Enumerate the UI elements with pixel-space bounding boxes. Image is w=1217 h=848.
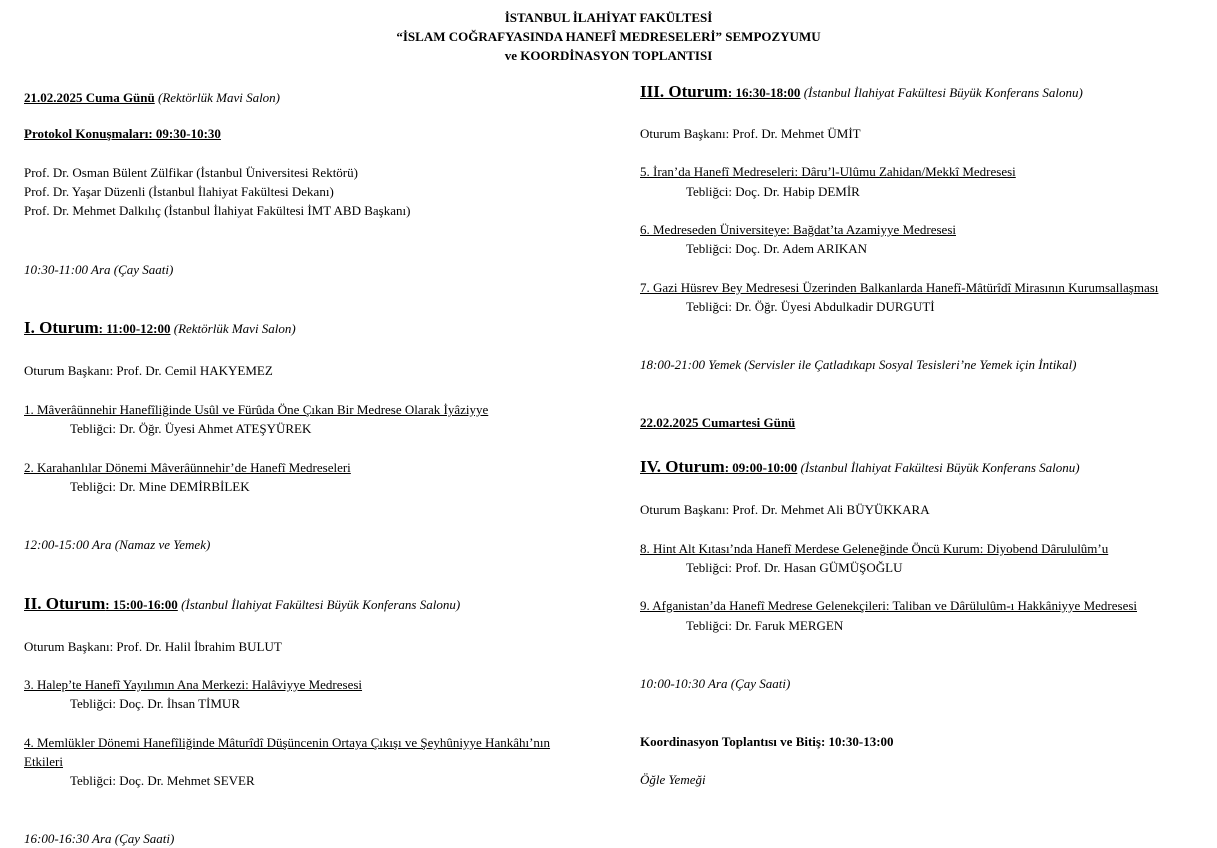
session-2-chair: Oturum Başkanı: Prof. Dr. Halil İbrahim BULUT (24, 639, 282, 654)
protocol-speaker: Prof. Dr. Yaşar Düzenli (İstanbul İlahiyat Fakültesi Dekanı) (24, 184, 334, 199)
dinner-note: 18:00-21:00 Yemek (Servisler ile Çatladıkapı Sosyal Tesisleri’ne Yemek için İntikal) (640, 357, 1077, 372)
paper-8-title: 8. Hint Alt Kıtası’nda Hanefî Merdese Geleneğinde Öncü Kurum: Diyobend Dârululûm’u (640, 541, 1109, 556)
paper-7-title: 7. Gazi Hüsrev Bey Medresesi Üzerinden Balkanlarda Hanefî-Mâtürîdî Mirasının Kurumsallaşması (640, 280, 1159, 295)
protocol-title: Protokol Konuşmaları: 09:30-10:30 (24, 126, 221, 141)
meeting-title: ve KOORDİNASYON TOPLANTISI (504, 48, 713, 63)
symposium-title: “İSLAM COĞRAFYASINDA HANEFÎ MEDRESELERİ” SEMPOZYUMU (396, 29, 821, 44)
session-1-venue: (Rektörlük Mavi Salon) (173, 321, 296, 336)
session-4-heading (640, 457, 1080, 477)
paper-9-title: 9. Afganistan’da Hanefî Medrese Gelenekçileri: Taliban ve Dârülulûm-ı Hakkâniyye Medresesi (640, 598, 1138, 613)
session-1-time: : 11:00-12:00 (98, 321, 171, 336)
break-lunch: 12:00-15:00 Ara (Namaz ve Yemek) (24, 537, 211, 552)
paper-6-title: 6. Medreseden Üniversiteye: Bağdat’ta Azamiyye Medresesi (640, 222, 956, 237)
paper-4-title: 4. Memlükler Dönemi Hanefîliğinde Mâturîdî Düşüncenin Ortaya Çıkışı ve Şeyhûniyye Hankâhı’nın (24, 735, 551, 750)
break-tea-1: 10:30-11:00 Ara (Çay Saati) (24, 262, 174, 277)
session-4-chair: Oturum Başkanı: Prof. Dr. Mehmet Ali BÜYÜKKARA (640, 502, 930, 517)
document-header (0, 8, 1217, 65)
protocol-speaker: Prof. Dr. Osman Bülent Zülfikar (İstanbul Üniversitesi Rektörü) (24, 165, 358, 180)
day2-date: 22.02.2025 Cumartesi Günü (640, 415, 796, 430)
session-3-label: III. Oturum (640, 82, 728, 101)
closing-meeting: Koordinasyon Toplantısı ve Bitiş: 10:30-13:00 (640, 734, 894, 749)
faculty-title: İSTANBUL İLAHİYAT FAKÜLTESİ (504, 10, 713, 25)
paper-5-speaker: Tebliğci: Doç. Dr. Habip DEMİR (686, 184, 860, 199)
session-3-time: : 16:30-18:00 (727, 85, 801, 100)
session-2-time: : 15:00-16:00 (105, 597, 178, 612)
paper-1-title: 1. Mâverâünnehir Hanefîliğinde Usûl ve Fürûda Öne Çıkan Bir Medrese Olarak İyâziyye (24, 402, 489, 417)
paper-2-title: 2. Karahanlılar Dönemi Mâverâünnehir’de Hanefî Medreseleri (24, 460, 351, 475)
paper-5-title: 5. İran’da Hanefî Medreseleri: Dâru’l-Ulûmu Zahidan/Mekkî Medresesi (640, 164, 1016, 179)
paper-8-speaker: Tebliğci: Prof. Dr. Hasan GÜMÜŞOĞLU (686, 560, 903, 575)
session-1-chair: Oturum Başkanı: Prof. Dr. Cemil HAKYEMEZ (24, 363, 273, 378)
lunch-note: Öğle Yemeği (640, 772, 706, 787)
paper-9-speaker: Tebliğci: Dr. Faruk MERGEN (686, 618, 844, 633)
session-1-label: I. Oturum (24, 318, 99, 337)
protocol-speaker: Prof. Dr. Mehmet Dalkılıç (İstanbul İlahiyat Fakültesi İMT ABD Başkanı) (24, 203, 411, 218)
session-4-venue: (İstanbul İlahiyat Fakültesi Büyük Konferans Salonu) (800, 460, 1080, 475)
session-2-heading (24, 594, 460, 614)
break-tea-2: 16:00-16:30 Ara (Çay Saati) (24, 831, 175, 846)
session-2-label: II. Oturum (24, 594, 106, 613)
paper-7-speaker: Tebliğci: Dr. Öğr. Üyesi Abdulkadir DURGUTİ (686, 299, 935, 314)
paper-4-speaker: Tebliğci: Doç. Dr. Mehmet SEVER (70, 773, 255, 788)
day1-heading (24, 88, 280, 107)
session-3-chair: Oturum Başkanı: Prof. Dr. Mehmet ÜMİT (640, 126, 861, 141)
paper-3-speaker: Tebliğci: Doç. Dr. İhsan TİMUR (70, 696, 240, 711)
session-1-heading (24, 318, 296, 338)
break-tea-3: 10:00-10:30 Ara (Çay Saati) (640, 676, 791, 691)
paper-6-speaker: Tebliğci: Doç. Dr. Adem ARIKAN (686, 241, 868, 256)
paper-3-title: 3. Halep’te Hanefî Yayılımın Ana Merkezi: Halâviyye Medresesi (24, 677, 363, 692)
session-3-venue: (İstanbul İlahiyat Fakültesi Büyük Konferans Salonu) (803, 85, 1083, 100)
session-2-venue: (İstanbul İlahiyat Fakültesi Büyük Konferans Salonu) (181, 597, 461, 612)
paper-4-title-cont: Etkileri (24, 754, 63, 769)
session-3-heading (640, 82, 1083, 102)
day1-date: 21.02.2025 Cuma Günü (24, 90, 155, 105)
day1-venue: (Rektörlük Mavi Salon) (158, 90, 281, 105)
session-4-time: : 09:00-10:00 (724, 460, 798, 475)
session-4-label: IV. Oturum (640, 457, 725, 476)
paper-2-speaker: Tebliğci: Dr. Mine DEMİRBİLEK (70, 479, 250, 494)
paper-1-speaker: Tebliğci: Dr. Öğr. Üyesi Ahmet ATEŞYÜREK (70, 421, 312, 436)
